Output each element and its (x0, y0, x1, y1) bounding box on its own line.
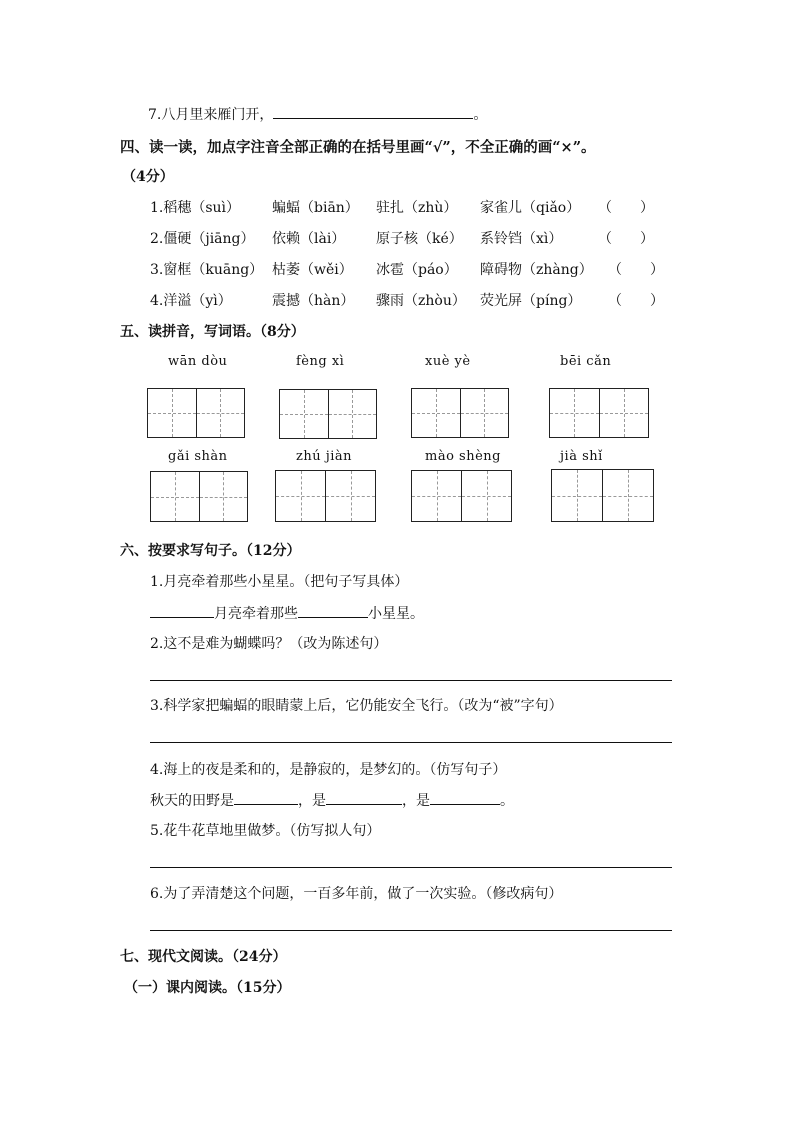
word-2: 蝙蝠（biān） (272, 200, 359, 216)
word-1: 洋溢（yì） (163, 293, 232, 309)
word-3: 冰雹（páo） (376, 262, 458, 278)
fill-text: ，是 (402, 793, 430, 809)
s6-question-6: 6.为了弄清楚这个问题，一百多年前，做了一次实验。（修改病句） (150, 886, 563, 902)
pinyin: wān dòu (168, 354, 228, 369)
pinyin: bēi cǎn (560, 354, 612, 369)
tianzige-box[interactable] (275, 470, 376, 522)
section-4-title: 四、读一读，加点字注音全部正确的在括号里画“√”，不全正确的画“×”。 (120, 139, 596, 156)
row-number: 4. (150, 293, 164, 309)
pinyin: jià shǐ (560, 449, 603, 464)
question-7-end: 。 (473, 107, 488, 123)
answer-blank[interactable] (430, 803, 500, 805)
word-4: 荧光屏（píng） (480, 293, 582, 309)
answer-line[interactable] (150, 867, 672, 868)
s6-question-1: 1.月亮牵着那些小星星。（把句子写具体） (150, 574, 409, 590)
question-7-text: 7.八月里来雁门开， (148, 107, 274, 123)
row-number: 2. (150, 231, 164, 247)
word-1: 稻穗（suì） (163, 200, 241, 216)
pinyin: gǎi shàn (168, 449, 228, 464)
tianzige-box[interactable] (279, 389, 377, 439)
tianzige-box[interactable] (549, 388, 649, 438)
pinyin: zhú jiàn (296, 449, 353, 464)
section-4-score: （4分） (122, 169, 174, 185)
row-number: 1. (150, 200, 164, 216)
fill-text: 。 (500, 793, 514, 809)
pinyin: fèng xì (296, 354, 345, 369)
s6-question-5: 5.花牛花草地里做梦。（仿写拟人句） (150, 823, 381, 839)
question-7 (148, 104, 487, 124)
tianzige-box[interactable] (551, 469, 654, 522)
answer-blank[interactable] (150, 616, 214, 618)
s6-question-1-fill (150, 603, 424, 623)
fill-text: 月亮牵着那些 (214, 606, 298, 622)
tianzige-box[interactable] (150, 471, 248, 522)
section-7-subtitle: （一）课内阅读。（15分） (124, 980, 291, 996)
word-2: 依赖（lài） (272, 231, 346, 247)
section-7-title: 七、现代文阅读。（24分） (120, 949, 287, 965)
section-6-title: 六、按要求写句子。（12分） (120, 543, 301, 559)
answer-line[interactable] (150, 742, 672, 743)
word-4: 系铃铛（xì） (480, 231, 563, 247)
tianzige-box[interactable] (411, 388, 509, 438)
word-1: 僵硬（jiāng） (163, 231, 255, 247)
answer-bracket[interactable]: （ ） (608, 293, 664, 309)
row-number: 3. (150, 262, 164, 278)
section-5-title: 五、读拼音，写词语。（8分） (120, 324, 305, 340)
s4-row-3 (150, 259, 263, 279)
pinyin: xuè yè (425, 354, 471, 369)
word-2: 震撼（hàn） (272, 293, 355, 309)
answer-bracket[interactable]: （ ） (598, 231, 654, 247)
pinyin: mào shèng (425, 449, 501, 464)
tianzige-box[interactable] (411, 470, 512, 522)
fill-text: 小星星。 (368, 606, 424, 622)
s4-row-4 (150, 290, 232, 310)
answer-blank[interactable] (298, 616, 368, 618)
s4-row-2 (150, 228, 255, 248)
answer-blank[interactable] (273, 117, 473, 119)
word-3: 驻扎（zhù） (376, 200, 458, 216)
answer-bracket[interactable]: （ ） (598, 200, 654, 216)
answer-line[interactable] (150, 680, 672, 681)
word-4: 障碍物（zhàng） (480, 262, 593, 278)
s6-question-3: 3.科学家把蝙蝠的眼睛蒙上后，它仍能安全飞行。（改为“被”字句） (150, 698, 563, 714)
answer-bracket[interactable]: （ ） (608, 262, 664, 278)
word-2: 枯萎（wěi） (272, 262, 353, 278)
answer-blank[interactable] (326, 803, 402, 805)
word-4: 家雀儿（qiǎo） (480, 200, 581, 216)
answer-line[interactable] (150, 930, 672, 931)
word-3: 骤雨（zhòu） (376, 293, 466, 309)
fill-text: 秋天的田野是 (150, 793, 234, 809)
fill-text: ，是 (298, 793, 326, 809)
s6-question-4-fill (150, 790, 514, 810)
tianzige-box[interactable] (147, 388, 245, 438)
word-3: 原子核（ké） (376, 231, 463, 247)
s6-question-4: 4.海上的夜是柔和的，是静寂的，是梦幻的。（仿写句子） (150, 762, 507, 778)
s4-row-1 (150, 197, 240, 217)
answer-blank[interactable] (234, 803, 298, 805)
word-1: 窗框（kuāng） (163, 262, 264, 278)
s6-question-2: 2.这不是难为蝴蝶吗？（改为陈述句） (150, 636, 388, 652)
